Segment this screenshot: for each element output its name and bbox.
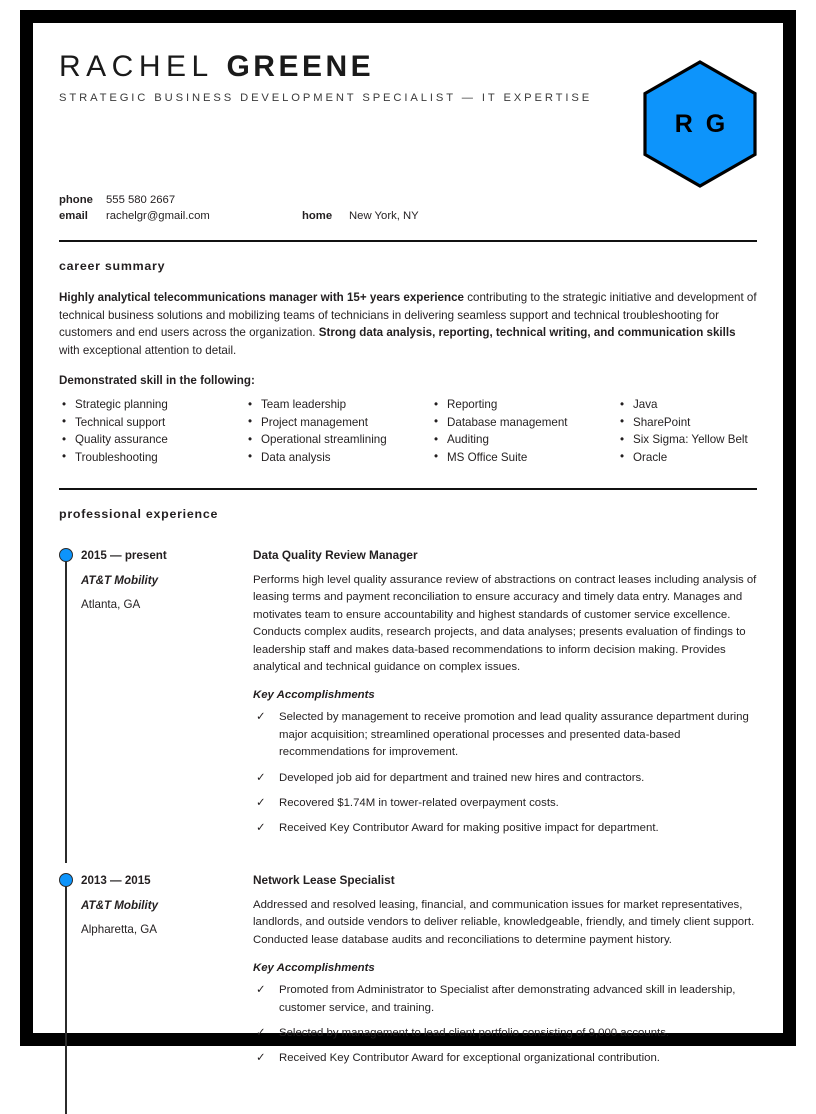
summary-text-1: contributing to the strategic initiative and development of technical business solutions and mobilizing teams of technicians in delivering seamless support and technical troubleshooting for customers and end users across the organization.: [59, 291, 757, 340]
last-name: GREENE: [226, 50, 375, 83]
experience-meta: [81, 547, 253, 846]
experience-company: AT&T Mobility: [81, 574, 159, 587]
monogram-initial-last: G: [705, 109, 726, 138]
skill-item: • Project management: [245, 414, 431, 431]
experience-job-title: Network Lease Specialist: [253, 872, 395, 887]
skill-item: • Reporting: [431, 396, 617, 413]
email-label: email: [59, 209, 88, 222]
skill-item: • Database management: [431, 414, 617, 431]
phone-label: phone: [59, 194, 93, 206]
skill-item: • Team leadership: [245, 396, 431, 413]
accomplishment-item: ✓ Selected by management to lead client portfolio consisting of 9,000 accounts.: [253, 1025, 757, 1042]
timeline-dot-icon: [59, 873, 73, 887]
skill-item: • Six Sigma: Yellow Belt: [617, 431, 757, 448]
section-heading-professional-experience: professional experience: [59, 507, 219, 521]
experience-description: Addressed and resolved leasing, financial, and communication issues for market representatives, landlords, and outside vendors to deliver reliable, knowledgeable, friendly, and timely client support. Conducted lease database audits and reconciliations to determine payment history.: [253, 898, 755, 946]
section-heading-career-summary: career summary: [59, 259, 166, 273]
accomplishment-item: ✓ Recovered $1.74M in tower-related overpayment costs.: [253, 795, 757, 812]
summary-text-2: with exceptional attention to detail.: [59, 343, 237, 357]
monogram-letters: [641, 59, 759, 189]
skill-item: • Data analysis: [245, 449, 431, 466]
monogram-initial-first: R: [674, 109, 693, 138]
accomplishment-item: ✓ Promoted from Administrator to Specialist after demonstrating advanced skill in leadership, customer service, and training.: [253, 982, 757, 1017]
experience-job-title: Data Quality Review Manager: [253, 548, 418, 562]
divider-above-career-summary: [59, 240, 757, 242]
summary-highlight-2: Strong data analysis, reporting, technical writing, and communication skills: [318, 326, 736, 340]
experience-dates: 2013 — 2015: [81, 873, 151, 887]
skills-intro-label: Demonstrated skill in the following:: [59, 374, 255, 388]
timeline-dot-icon: [59, 548, 73, 562]
accomplishments-list: [253, 982, 757, 1068]
experience-list: [59, 547, 757, 1076]
timeline-line: [65, 882, 67, 1114]
skill-item: • Java: [617, 396, 757, 413]
skill-item: • Operational streamlining: [245, 431, 431, 448]
skill-item: • MS Office Suite: [431, 449, 617, 466]
skill-item: • Troubleshooting: [59, 449, 245, 466]
experience-location: Atlanta, GA: [81, 598, 141, 611]
skill-item: • Quality assurance: [59, 431, 245, 448]
phone-value: 555 580 2667: [106, 194, 176, 206]
skill-item: • SharePoint: [617, 414, 757, 431]
contact-row-phone: [59, 193, 757, 209]
experience-entry: [59, 547, 757, 846]
experience-dates: 2015 — present: [81, 549, 167, 562]
experience-company: AT&T Mobility: [81, 898, 159, 912]
resume-content: [33, 23, 783, 1065]
contact-block: [59, 193, 757, 224]
experience-entry: [59, 872, 757, 1076]
accomplishments-label: Key Accomplishments: [253, 962, 375, 975]
accomplishment-item: ✓ Received Key Contributor Award for exceptional organizational contribution.: [253, 1050, 757, 1067]
experience-meta: [81, 872, 253, 1076]
professional-subtitle: STRATEGIC BUSINESS DEVELOPMENT SPECIALIST — IT EXPERTISE: [59, 91, 593, 104]
experience-location: Alpharetta, GA: [81, 922, 158, 936]
resume-header: [59, 51, 757, 163]
timeline-line: [65, 557, 67, 863]
experience-spacer: [59, 846, 757, 872]
skill-item: • Oracle: [617, 449, 757, 466]
divider-above-professional-experience: [59, 488, 757, 490]
accomplishment-item: ✓ Received Key Contributor Award for making positive impact for department.: [253, 820, 757, 837]
email-value[interactable]: rachelgr@gmail.com: [106, 209, 210, 222]
home-value: New York, NY: [349, 209, 419, 222]
accomplishment-item: ✓ Selected by management to receive promotion and lead quality assurance department during major acquisition; streamlined operational processes and presented data-based recommendations for improvement.: [253, 709, 757, 761]
contact-row-email: [59, 209, 757, 225]
home-label: home: [302, 209, 333, 222]
skill-item: • Strategic planning: [59, 396, 245, 413]
accomplishment-item: ✓ Developed job aid for department and trained new hires and contractors.: [253, 770, 757, 787]
summary-highlight-1: Highly analytical telecommunications manager with 15+ years experience: [59, 291, 464, 304]
experience-details: [253, 872, 757, 1076]
first-name: RACHEL: [59, 50, 213, 83]
accomplishments-label: Key Accomplishments: [253, 689, 375, 702]
skill-item: • Auditing: [431, 431, 617, 448]
skills-grid: [59, 396, 757, 466]
career-summary-paragraph: [59, 289, 757, 359]
experience-details: [253, 547, 757, 846]
accomplishments-list: [253, 709, 757, 837]
skill-item: • Technical support: [59, 414, 245, 431]
resume-page: [20, 10, 796, 1065]
monogram-hexagon-logo: [641, 59, 759, 189]
experience-description: Performs high level quality assurance review of abstractions on contract leases including analysis of leasing terms and payment reconciliation to ensure accuracy and timely data entry. Manages and motivates team to ensure accountability and highest standards of customer service excellence. Conducts complex audits, research projects, and data analyses; presents evaluation of findings to leadership staff and makes data-based recommendations to inform decision making. Provides analytical and technical guidance on complex issues.: [253, 574, 757, 674]
